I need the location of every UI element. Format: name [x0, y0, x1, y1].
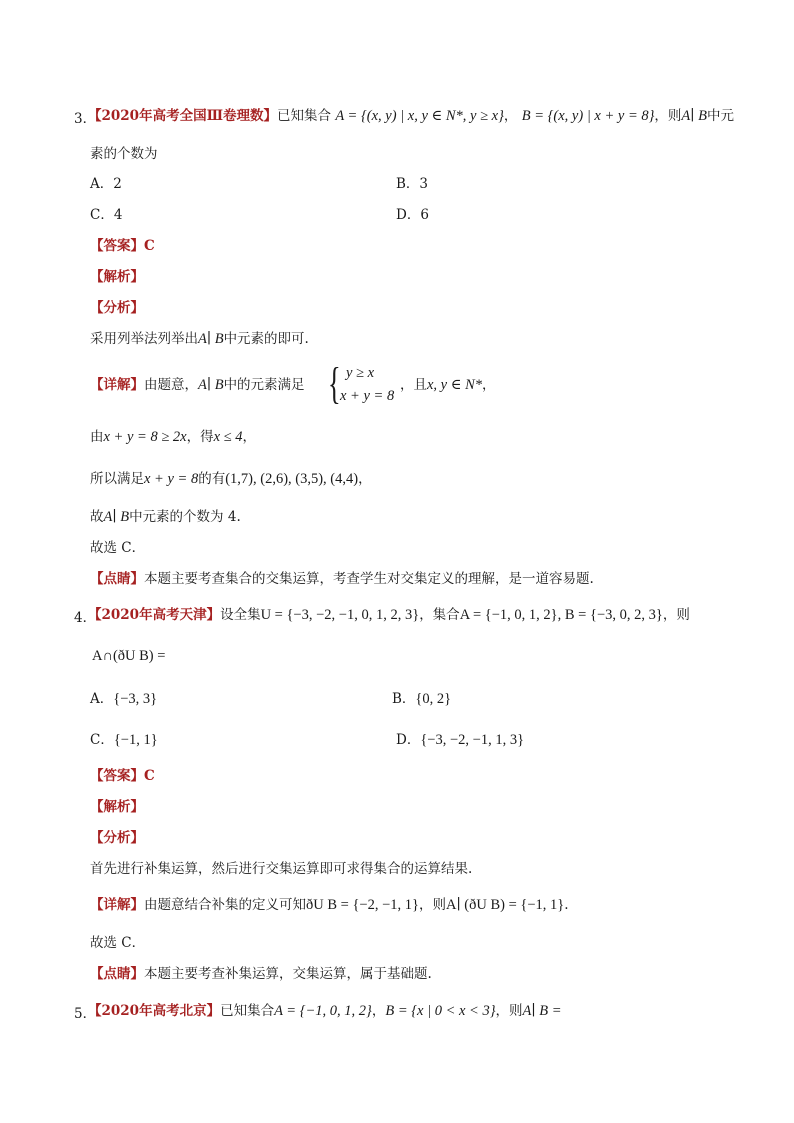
q4-guxuan: 故选 C． — [90, 935, 146, 951]
q4-number: 4． — [74, 610, 97, 626]
q4-fenxi: 【分析】 — [90, 830, 144, 846]
q3-set-b: B = {(x, y) | x + y = 8} — [521, 108, 655, 124]
q4-xiangjie: 【详解】由题意结合补集的定义可知ðU B = {−2, −1, 1}，则A∣ (ðU B) = {−1, 1}. — [90, 897, 569, 913]
q4-fenxi-text: 首先进行补集运算，然后进行交集运算即可求得集合的运算结果. — [90, 861, 473, 877]
q4-option-c: C．{−1, 1} — [90, 732, 158, 748]
q4-jiexi: 【解析】 — [90, 799, 144, 815]
q4-option-a: A．{−3, 3} — [90, 691, 158, 707]
q4-stem: 【2020年高考天津】设全集U = {−3, −2, −1, 0, 1, 2, 3}，集合A = {−1, 0, 1, 2}, B = {−3, 0, 2, 3}，则 — [88, 607, 690, 623]
system-brace-icon: { — [328, 359, 341, 408]
q4-expr: A∩(ðU B) = — [92, 648, 166, 664]
q3-guxuan: 故选 C． — [90, 540, 146, 556]
q3-stem-line2: 素的个数为 — [90, 146, 158, 162]
q3-source: 【2020年高考全国Ⅲ卷理数】 — [88, 108, 278, 124]
q3-number: 3． — [74, 111, 97, 127]
q3-stem — [88, 107, 734, 125]
q3-line-gu: 故A∣ B中元素的个数为 4. — [90, 509, 241, 525]
q4-dianjing: 【点睛】本题主要考查补集运算，交集运算，属于基础题. — [90, 966, 432, 982]
q3-stem-c: 中元 — [706, 108, 734, 124]
q3-comma: ， — [503, 108, 518, 124]
q3-ab: A∣ B — [681, 108, 707, 124]
q3-stem-b: ，则 — [654, 108, 682, 124]
q4-option-b: B．{0, 2} — [392, 691, 452, 707]
q3-line-you: 由x + y = 8 ≥ 2x，得x ≤ 4， — [90, 429, 256, 445]
q4-option-d: D．{−3, −2, −1, 1, 3} — [396, 732, 525, 748]
q3-option-d: D．6 — [396, 207, 429, 223]
q3-sys-line2: x + y = 8 — [340, 388, 395, 404]
q3-xiangjie: 【详解】由题意，A∣ B中的元素满足 — [90, 377, 305, 393]
q5-number: 5． — [74, 1006, 97, 1022]
q3-stem-a: 已知集合 — [277, 108, 332, 124]
q4-answer: 【答案】C — [90, 768, 155, 784]
q3-xiangjie-tail: ，且x, y ∈ N*， — [400, 377, 496, 393]
q3-sys-line1: y ≥ x — [346, 365, 375, 381]
q3-option-a: A．2 — [90, 176, 122, 192]
q3-option-c: C．4 — [90, 207, 123, 223]
q3-line-suoyi: 所以满足x + y = 8的有(1,7), (2,6), (3,5), (4,4)， — [90, 471, 372, 487]
q3-jiexi: 【解析】 — [90, 269, 144, 285]
q3-set-a: A = {(x, y) | x, y ∈ N*, y ≥ x} — [335, 108, 504, 124]
q3-fenxi: 【分析】 — [90, 300, 144, 316]
q3-answer: 【答案】C — [90, 238, 155, 254]
q3-fenxi-text: 采用列举法列举出A∣ B中元素的即可. — [90, 331, 309, 347]
q3-dianjing: 【点睛】本题主要考查集合的交集运算，考查学生对交集定义的理解，是一道容易题. — [90, 571, 594, 587]
q3-option-b: B．3 — [396, 176, 429, 192]
q5-stem: 【2020年高考北京】已知集合A = {−1, 0, 1, 2}，B = {x | 0 < x < 3}，则A∣ B = — [88, 1003, 562, 1019]
